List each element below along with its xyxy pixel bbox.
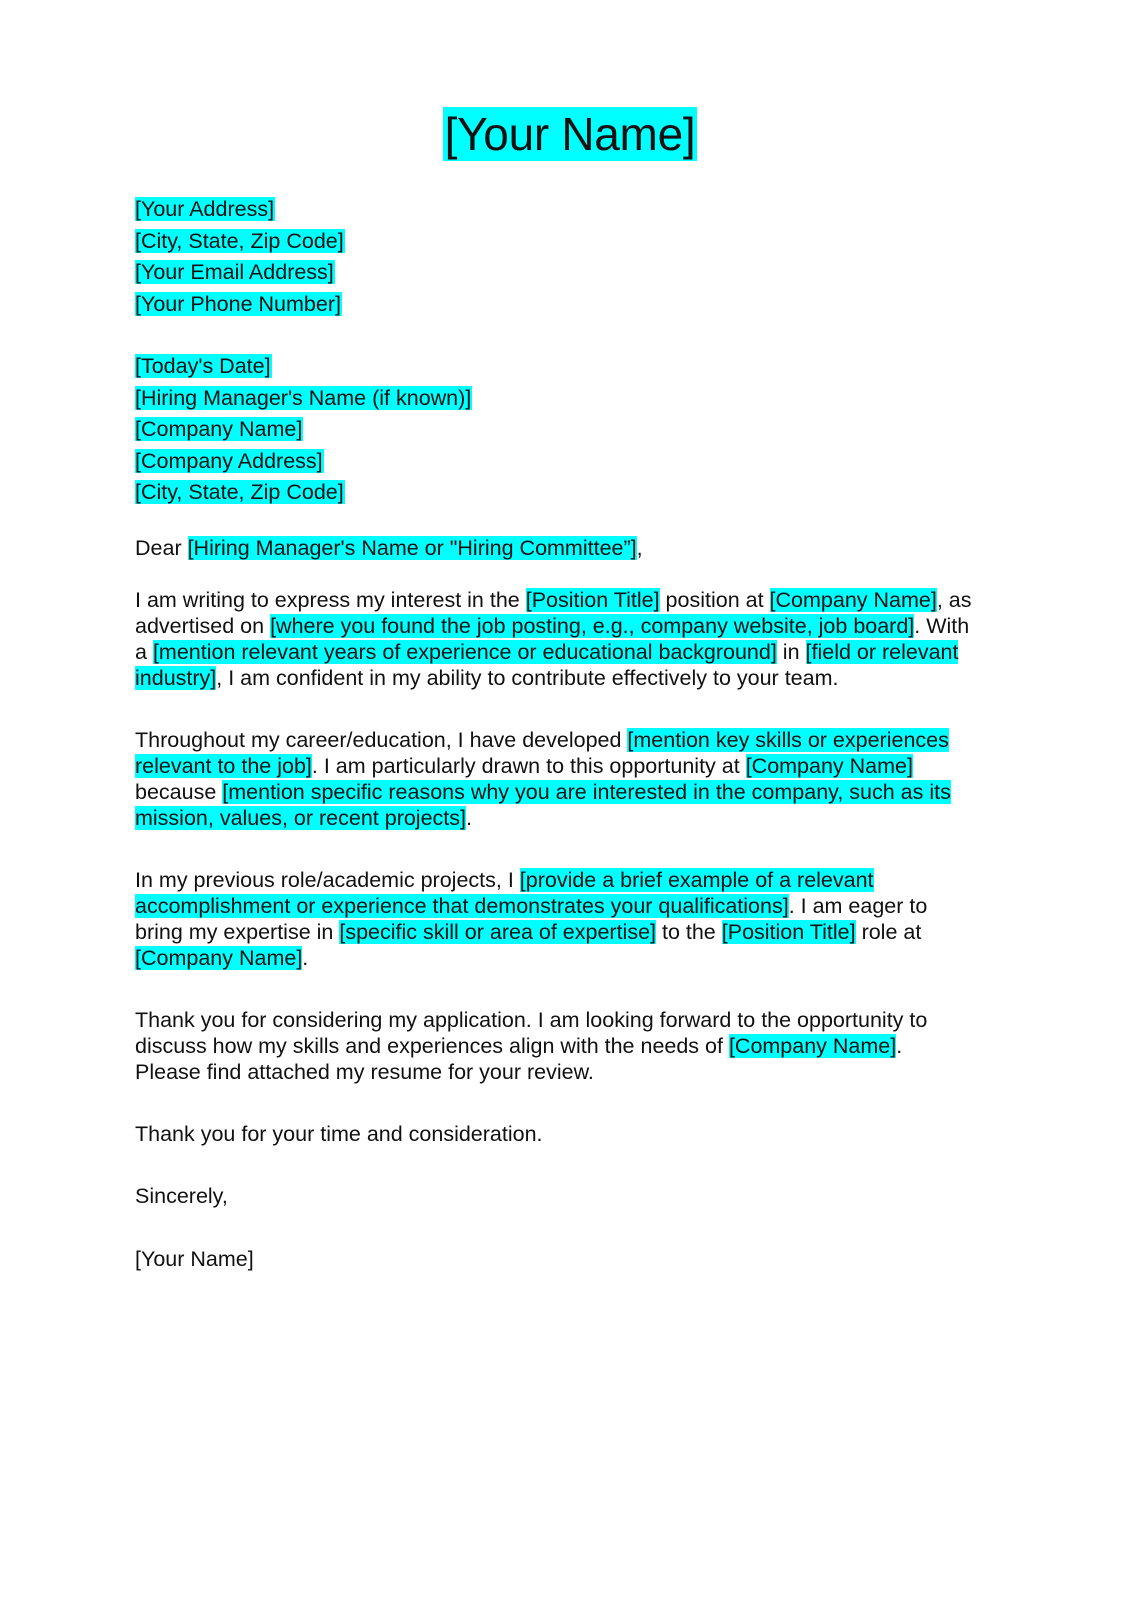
text: advertised on [135, 614, 271, 638]
text: position at [659, 588, 770, 612]
sender-address: [Your Address] [135, 197, 275, 221]
text: . [302, 946, 309, 970]
text: . With [914, 614, 970, 638]
salutation-name: [Hiring Manager's Name or "Hiring Committee”] [187, 536, 637, 560]
placeholder-company-name: [Company Name] [745, 754, 913, 778]
placeholder-key-skills: [mention key skills or experiences [627, 728, 949, 752]
recipient-company-address: [Company Address] [135, 448, 323, 473]
placeholder-key-skills-cont: relevant to the job] [135, 754, 312, 778]
placeholder-field: [field or relevant [805, 640, 959, 664]
text: . [466, 806, 472, 830]
text: Thank you for considering my application. I am looking forward to the opportunity to [135, 1008, 928, 1032]
placeholder-company-name: [Company Name] [135, 946, 303, 970]
paragraph-2 [135, 727, 1035, 831]
signature [135, 1246, 1035, 1272]
placeholder-example: [provide a brief example of a relevant [519, 868, 874, 892]
placeholder-job-source: [where you found the job posting, e.g., company website, job board] [270, 614, 915, 638]
sender-city-state-zip: [City, State, Zip Code] [135, 228, 344, 253]
paragraph-4 [135, 1007, 1035, 1085]
recipient-info [135, 351, 472, 509]
text: discuss how my skills and experiences align with the needs of [135, 1034, 729, 1058]
recipient-manager: [Hiring Manager's Name (if known)] [135, 385, 472, 410]
text: a [135, 640, 153, 664]
signature-name: [Your Name] [135, 1247, 254, 1271]
text: Please find attached my resume for your review. [135, 1060, 594, 1084]
paragraph-3 [135, 867, 1035, 971]
text: to the [656, 920, 722, 944]
salutation-suffix: , [636, 536, 643, 560]
placeholder-reasons: [mention specific reasons why you are interested in the company, such as its [222, 780, 951, 804]
text: in [776, 640, 806, 664]
placeholder-experience: [mention relevant years of experience or educational background] [152, 640, 777, 664]
text: role at [855, 920, 922, 944]
text: . I am particularly drawn to this opportunity at [311, 754, 746, 778]
placeholder-example-cont: accomplishment or experience that demonstrates your qualifications] [135, 894, 789, 918]
text: , I am confident in my ability to contribute effectively to your team. [216, 666, 839, 690]
salutation [135, 535, 1035, 561]
text: I am writing to express my interest in the [135, 588, 526, 612]
text: , as [936, 588, 972, 612]
closing [135, 1183, 1035, 1209]
text: In my previous role/academic projects, I [135, 868, 520, 892]
letter-date: [Today's Date] [135, 354, 271, 378]
salutation-prefix: Dear [135, 536, 188, 560]
paragraph-1 [135, 587, 1035, 691]
text: Throughout my career/education, I have developed [135, 728, 628, 752]
sender-email: [Your Email Address] [135, 260, 334, 284]
placeholder-skill: [specific skill or area of expertise] [339, 920, 656, 944]
placeholder-company-name: [Company Name] [728, 1034, 897, 1058]
text: . I am eager to [788, 894, 928, 918]
sender-phone: [Your Phone Number] [135, 291, 341, 316]
recipient-city-state-zip: [City, State, Zip Code] [135, 480, 344, 504]
text: bring my expertise in [135, 920, 340, 944]
closing-text: Sincerely, [135, 1184, 228, 1208]
placeholder-company-name: [Company Name] [769, 588, 937, 612]
recipient-company: [Company Name] [135, 417, 303, 441]
placeholder-position-title: [Position Title] [525, 588, 660, 612]
text: because [135, 780, 223, 804]
paragraph-5 [135, 1121, 1035, 1147]
sender-info [135, 194, 345, 320]
placeholder-field-cont: industry] [135, 666, 217, 690]
title-container [0, 107, 1140, 161]
text: Thank you for your time and consideration. [135, 1122, 543, 1146]
document-title: [Your Name] [444, 108, 696, 160]
placeholder-reasons-cont: mission, values, or recent projects] [135, 806, 466, 830]
placeholder-position-title: [Position Title] [721, 920, 856, 944]
text: . [896, 1034, 903, 1058]
